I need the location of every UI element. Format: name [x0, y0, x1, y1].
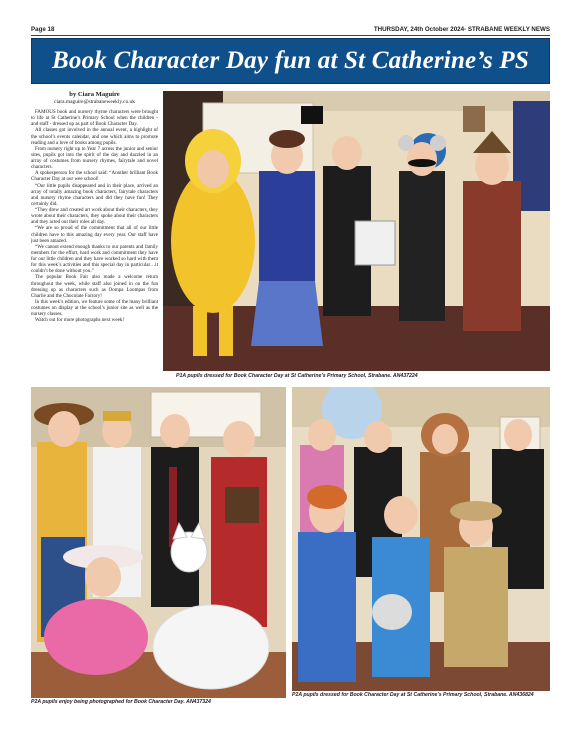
- top-photo-caption: P1A pupils dressed for Book Character Day at St Catherine’s Primary School, Strabane. AN437224: [176, 373, 418, 379]
- author-email[interactable]: ciara.maguire@strabaneweekly.co.uk: [54, 99, 135, 105]
- page-number: Page 18: [31, 26, 55, 33]
- bottom-right-photo: [292, 387, 550, 691]
- article-paragraph: Watch out for more photographs next week!: [35, 317, 125, 324]
- article-paragraph: “We are so proud of the commitment that all of our little children have to this amazing day every year. Our staff have just been amazed.: [31, 225, 158, 244]
- article-paragraph: “We cannot extend enough thanks to our parents and family members for the effort, hard work and commitment they have for our little children and they have worked so hard with them for this week’s activities and this special day in particular…it couldn’t be done without you.”: [31, 243, 158, 275]
- article-body: [31, 109, 158, 323]
- bottom-right-photo-illustration: [292, 387, 550, 691]
- byline: by Ciara Maguire: [69, 91, 120, 98]
- article-paragraph: The popular Book Fair also made a welcome return throughout the week, while staff also joined in on the fun dressing up as characters such as Oompa Loompas from Charlie and the Chocolate Factory!: [31, 274, 158, 299]
- bottom-left-photo-illustration: [31, 387, 286, 698]
- headline: Book Character Day fun at St Catherine’s PS: [52, 47, 529, 74]
- header-rule: [31, 35, 550, 36]
- article-paragraph: From nursery right up to Year 7 across the junior and senior sites, pupils got into the spirit of the day and dazzled in an array of costumes from nursery rhymes, fairytale and novel characters.: [31, 145, 158, 171]
- top-photo-illustration: [163, 91, 550, 371]
- bottom-right-photo-caption: P2A pupils dressed for Book Character Day at St Catherine’s Primary School, Strabane. AN436824: [292, 692, 534, 698]
- article-column: [31, 90, 158, 388]
- article-paragraph: In this week’s edition, we feature some of the many brilliant costumes on display at the school’s junior site as well as the nursery classes.: [31, 298, 158, 318]
- article-paragraph: “Our little pupils disappeared and in their place, arrived an array of totally amazing book characters, fairytale characters and nursery rhyme characters and did they have fun! They certainly did.: [31, 182, 158, 207]
- article-paragraph: “They drew and created art work about their characters, they wrote about their characters, they spoke about their characters and they acted out their roles all day.: [31, 207, 158, 226]
- bottom-left-photo-caption: P2A pupils enjoy being photographed for Book Character Day. AN437324: [31, 699, 211, 705]
- article-paragraph: A spokesperson for the school said: “Another brilliant Book Character Day at our wee school!: [31, 170, 158, 183]
- bottom-left-photo: [31, 387, 286, 698]
- top-photo: [163, 91, 550, 371]
- headline-banner: [31, 38, 550, 84]
- date-line: THURSDAY, 24th October 2024- STRABANE WEEKLY NEWS: [373, 26, 550, 33]
- article-paragraph: All classes got involved in the annual event, a highlight of the school’s events calendar, and one which aims to promote reading and a love of books among pupils.: [31, 127, 158, 146]
- article-paragraph: FAMOUS book and nursery rhyme characters were brought to life at St Catherine’s Primary School when the children - and staff - dressed up as part of Book Character Day.: [31, 109, 158, 128]
